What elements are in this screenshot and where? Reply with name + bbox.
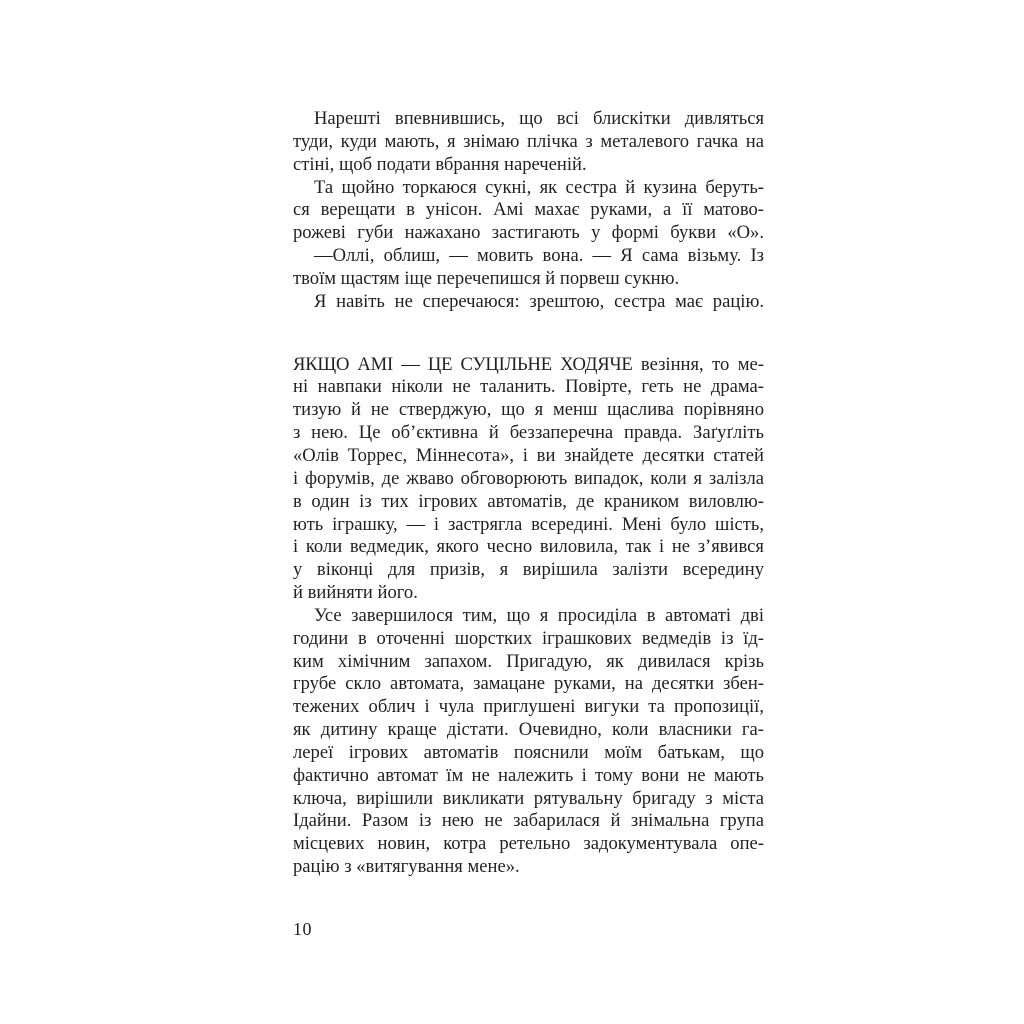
- paragraph: [293, 291, 764, 314]
- text-line: грубе скло автомата, замацане руками, на десятки збен-: [293, 673, 764, 695]
- page-number: 10: [293, 919, 312, 939]
- text-line: ся верещати в унісон. Амі махає руками, а її матово-: [293, 199, 764, 221]
- text-line: Нарешті впевнившись, що всі блискітки дивляться: [314, 108, 764, 129]
- text-line: фактично автомат їм не належить і тому вони не мають: [293, 764, 764, 786]
- text-line: лереї ігрових автоматів пояснили моїм батькам, що: [293, 741, 764, 763]
- text-line: Усе завершилося тим, що я просиділа в автоматі дві: [314, 604, 764, 626]
- paragraph: [293, 605, 764, 879]
- text-line: [293, 354, 764, 377]
- paragraph: [293, 108, 764, 177]
- text-line: місцевих новин, котра ретельно задокументувала опе-: [293, 833, 764, 855]
- text-line: і форумів, де жваво обговорюють випадок, коли я залізла: [293, 467, 764, 489]
- book-page: [293, 108, 764, 879]
- section-1: [293, 108, 764, 314]
- text-line: туди, куди мають, я знімаю плічка з металевого гачка на: [293, 130, 764, 152]
- text-line: ким хімічним запахом. Пригадую, як дивилася крізь: [293, 650, 764, 672]
- section-break: [293, 314, 764, 354]
- text-line: тизую й не стверджую, що я менш щаслива порівняно: [293, 399, 764, 421]
- text-line: «Олів Торрес, Міннесота», і ви знайдете десятки статей: [293, 444, 764, 466]
- text-line: години в оточенні шорстких іграшкових ведмедів із їд-: [293, 627, 764, 649]
- text-line: стіні, щоб подати вбрання нареченій.: [293, 153, 587, 175]
- dialogue-paragraph: [293, 245, 764, 291]
- text-line: з нею. Це об’єктивна й беззаперечна правда. Заґуґліть: [293, 422, 764, 444]
- text-line: Я навіть не сперечаюся: зрештою, сестра має рацію.: [314, 290, 764, 312]
- paragraph: [293, 177, 764, 246]
- text-line: тежених облич і чула приглушені вигуки та пропозиції,: [293, 696, 764, 718]
- lead-in-rest: везіння, то ме-: [632, 353, 764, 375]
- text-line: твоїм щастям іще перечепишся й порвеш сукню.: [293, 267, 680, 289]
- lead-in-caps: ЯКЩО АМІ — ЦЕ СУЦІЛЬНЕ ХОДЯЧЕ: [293, 353, 633, 375]
- text-line: як дитину краще дістати. Очевидно, коли власники га-: [293, 719, 764, 741]
- text-line: рожеві губи нажахано застигають у формі букви «О».: [293, 222, 764, 244]
- text-line: й вийняти його.: [293, 582, 418, 604]
- text-line: —Оллі, облиш, — мовить вона. — Я сама візьму. Із: [314, 245, 764, 267]
- section-2: [293, 354, 764, 879]
- text-line: рацію з «витягування мене».: [293, 856, 520, 878]
- text-line: у віконці для призів, я вирішила залізти всередину: [293, 559, 764, 581]
- text-line: і коли ведмедик, якого чесно виловила, так і не з’явився: [293, 536, 764, 558]
- text-line: Та щойно торкаюся сукні, як сестра й кузина беруть-: [314, 176, 764, 198]
- paragraph: [293, 354, 764, 605]
- text-line: Ідайни. Разом із нею не забарилася й знімальна група: [293, 810, 764, 832]
- text-line: ні навпаки ніколи не таланить. Повірте, геть не драма-: [293, 376, 764, 398]
- text-line: ють іграшку, — і застрягла всередині. Мені було шість,: [293, 513, 764, 535]
- text-line: ключа, вирішили викликати рятувальну бригаду з міста: [293, 787, 764, 809]
- text-line: в один із тих ігрових автоматів, де краником виловлю-: [293, 490, 764, 512]
